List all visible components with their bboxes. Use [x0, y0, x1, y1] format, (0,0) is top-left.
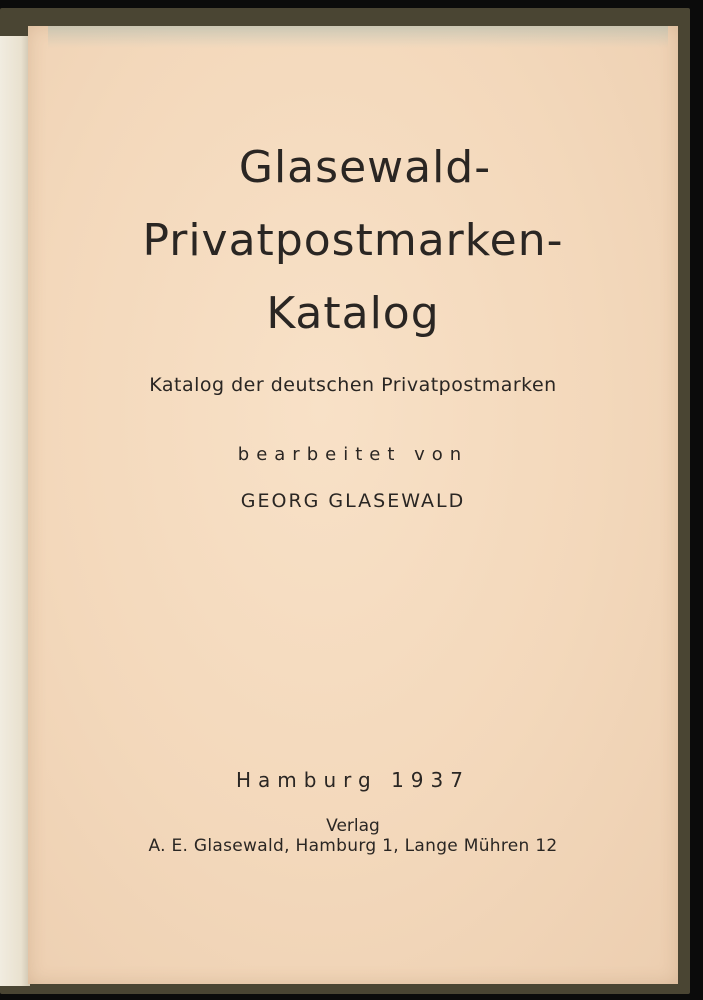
subtitle: Katalog der deutschen Privatpostmarken — [149, 374, 557, 396]
publisher-address: A. E. Glasewald, Hamburg 1, Lange Mühren 12 — [148, 836, 558, 856]
title-line-2: Privatpostmarken- — [142, 215, 564, 266]
place-year: Hamburg 1937 — [236, 768, 470, 792]
author-name: GEORG GLASEWALD — [240, 490, 466, 512]
publisher-label: Verlag — [326, 816, 380, 836]
title-line-3: Katalog — [266, 288, 440, 339]
title-line-1: Glasewald- — [238, 142, 492, 193]
byline: bearbeitet von — [237, 444, 469, 465]
title-page — [28, 26, 678, 984]
page-stain — [48, 26, 668, 48]
facing-page-edge — [0, 36, 30, 986]
